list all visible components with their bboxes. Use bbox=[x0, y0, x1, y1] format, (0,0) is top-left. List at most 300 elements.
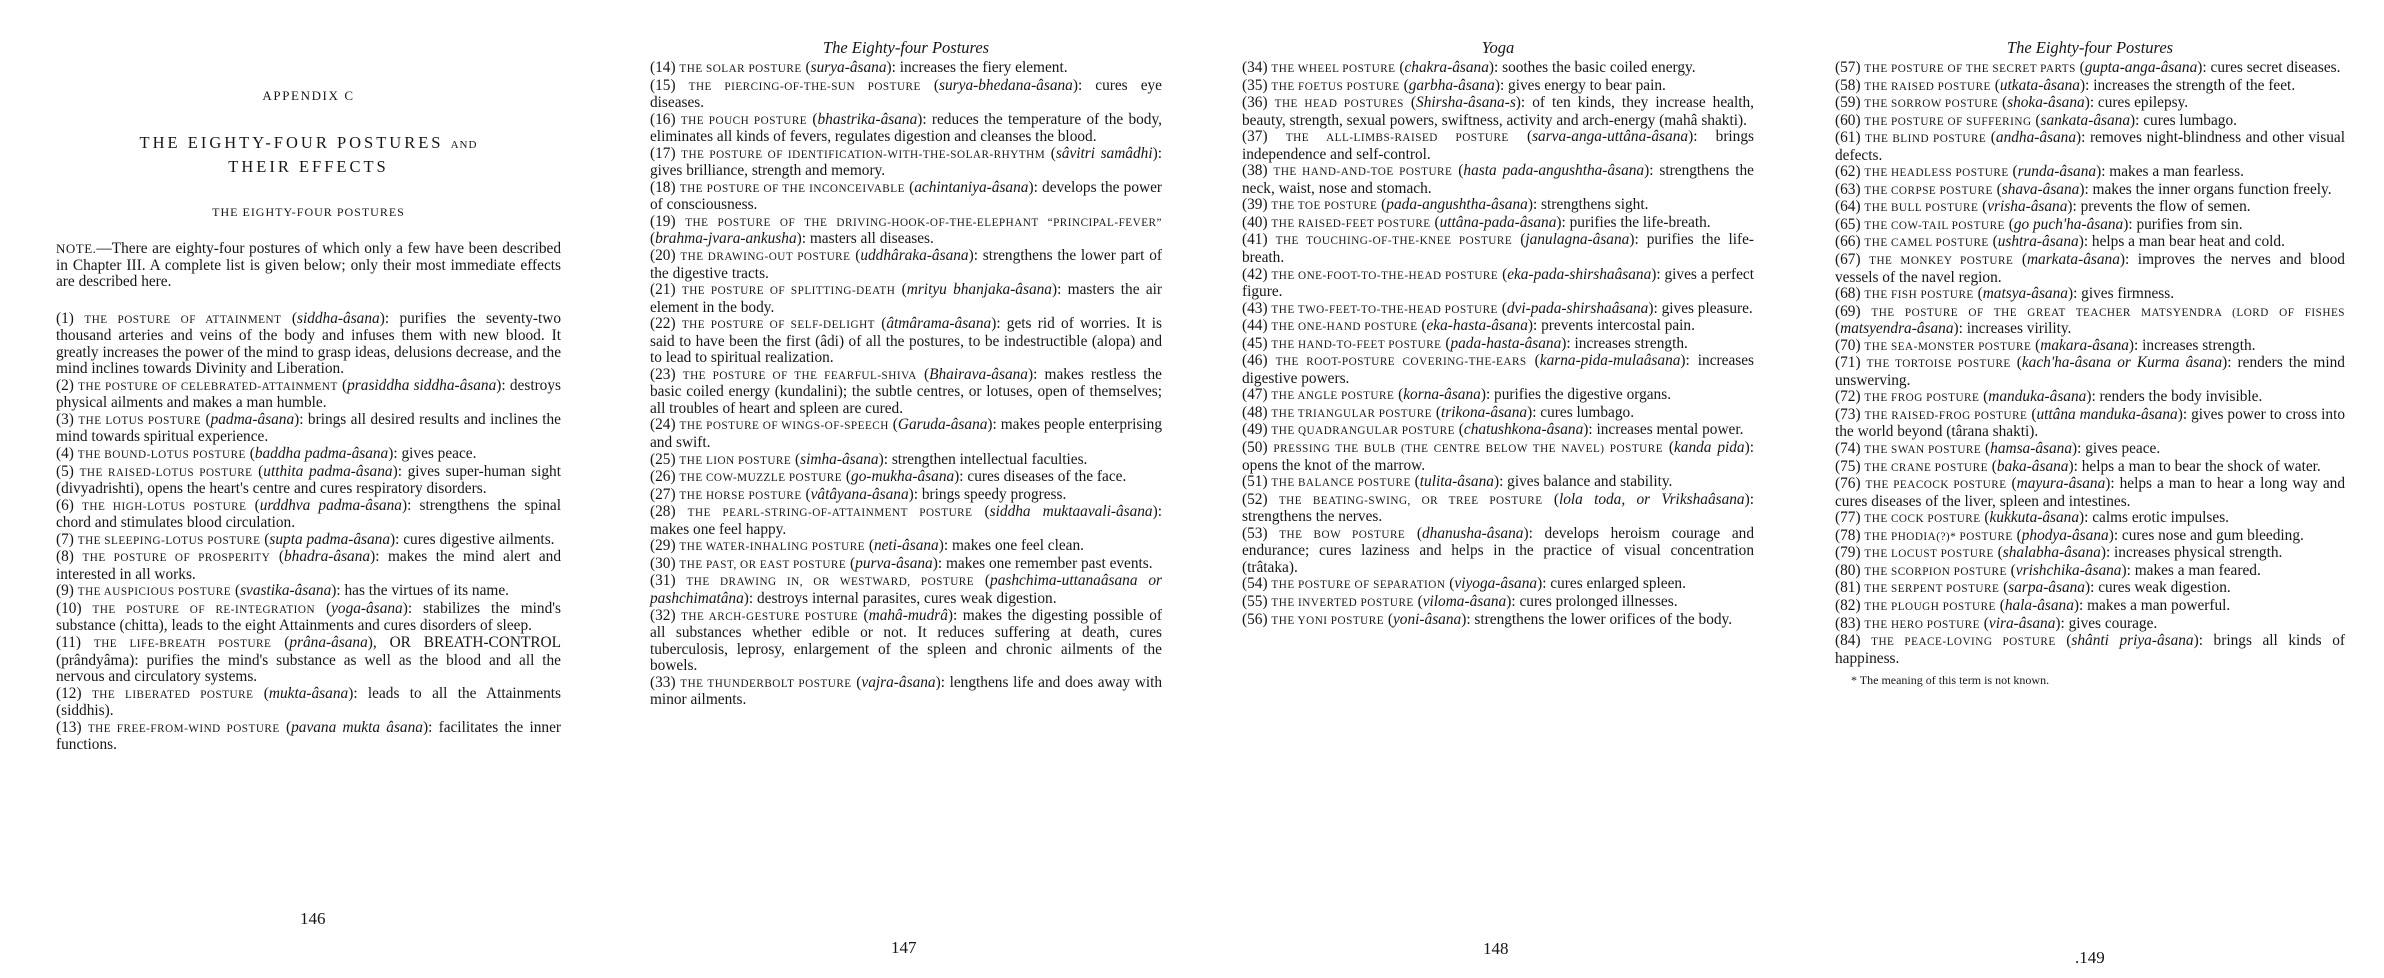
posture-name: THE WHEEL POSTURE bbox=[1271, 63, 1396, 75]
posture-effect: : increases mental power. bbox=[1588, 421, 1744, 439]
posture-entry: (70) THE SEA-MONSTER POSTURE (makara-âsana): increases strength. bbox=[1835, 336, 2256, 354]
posture-entry: (35) THE FOETUS POSTURE (garbha-âsana): gives energy to bear pain. bbox=[1242, 76, 1666, 94]
sanskrit-term: eka-pada-shirshaâsana bbox=[1507, 265, 1652, 283]
posture-effect: : purifies the digestive organs. bbox=[1485, 386, 1672, 404]
posture-name: THE HAND-AND-TOE POSTURE bbox=[1273, 166, 1453, 179]
posture-entry: (34) THE WHEEL POSTURE (chakra-âsana): soothes the basic coiled energy. bbox=[1242, 59, 1696, 76]
page-number: .149 bbox=[2075, 948, 2105, 967]
entry-number: (22) bbox=[650, 315, 676, 333]
posture-effect: : cures enlarged spleen. bbox=[1542, 575, 1686, 593]
sanskrit-term: utkata-âsana bbox=[1999, 76, 2080, 94]
posture-entry: (68) THE FISH POSTURE (matsya-âsana): gives firmness. bbox=[1835, 285, 2175, 303]
sanskrit-term: pada-hasta-âsana bbox=[1450, 334, 1562, 352]
posture-name: THE POSTURE OF ATTAINMENT bbox=[84, 313, 282, 326]
posture-effect: : strengthen intellectual faculties. bbox=[883, 450, 1088, 468]
posture-effect: : strengthens the nerves. bbox=[1242, 490, 1754, 526]
posture-effect: : brings speedy progress. bbox=[913, 485, 1067, 503]
sanskrit-term: utthita padma-âsana bbox=[263, 462, 393, 480]
sanskrit-term: baddha padma-âsana bbox=[254, 445, 389, 463]
posture-effect: : strengthens the spinal chord and stimulates blood circulation. bbox=[56, 496, 562, 532]
sanskrit-term: kanda pida bbox=[1673, 439, 1745, 457]
posture-entry: (6) THE HIGH-LOTUS POSTURE (urddhva padma-âsana): strengthens the spinal chord and stimulates blood circulation. bbox=[56, 496, 562, 532]
page-number: 146 bbox=[300, 909, 326, 928]
posture-entry: (31) THE DRAWING IN, OR WESTWARD, POSTURE (pashchima-uttanaâsana or pashchimatâna): destroys internal parasites, cures weak digestion. bbox=[650, 572, 1162, 607]
note-text: —There are eighty-four postures of which only a few have been described in Chapter III. A complete list is given below; only their most immediate effects are described here. bbox=[56, 240, 561, 291]
posture-entry: (46) THE ROOT-POSTURE COVERING-THE-EARS (karna-pida-mulaâsana): increases digestive powers. bbox=[1242, 352, 1755, 387]
posture-name: THE ROOT-POSTURE COVERING-THE-EARS bbox=[1275, 356, 1527, 369]
posture-name: THE LOTUS POSTURE bbox=[78, 414, 202, 427]
sanskrit-term: supta padma-âsana bbox=[269, 530, 391, 548]
posture-name: THE COW-MUZZLE POSTURE bbox=[679, 472, 843, 485]
entry-number: (17) bbox=[650, 144, 676, 162]
entry-number: (80) bbox=[1835, 561, 1861, 579]
sanskrit-term: pada-angushtha-âsana bbox=[1386, 196, 1528, 214]
sanskrit-term: âtmârama-âsana bbox=[886, 315, 992, 333]
sanskrit-term: mahâ-mudrâ bbox=[868, 606, 948, 624]
posture-name: THE HORSE POSTURE bbox=[679, 489, 802, 502]
page-148 bbox=[1242, 0, 1754, 978]
entry-number: (18) bbox=[650, 178, 676, 196]
entry-number: (16) bbox=[650, 110, 676, 128]
posture-entry: (27) THE HORSE POSTURE (vâtâyana-âsana): brings speedy progress. bbox=[650, 485, 1067, 503]
posture-entry: (57) THE POSTURE OF THE SECRET PARTS (gupta-anga-âsana): cures secret diseases. bbox=[1835, 59, 2341, 76]
posture-name: THE SERPENT POSTURE bbox=[1864, 583, 2000, 596]
posture-effect: : strengthens the lower part of the digestive tracts. bbox=[650, 247, 1162, 282]
posture-name: THE INVERTED POSTURE bbox=[1271, 596, 1414, 609]
entry-number: (74) bbox=[1835, 440, 1861, 458]
posture-effect: : cures eye diseases. bbox=[650, 76, 1162, 112]
sanskrit-term: dvi-pada-shirshaâsana bbox=[1506, 299, 1649, 317]
posture-entry: (11) THE LIFE-BREATH POSTURE (prâna-âsana), OR BREATH-CONTROL (prândyâma): purifies the mind's substance as well as the blood and all the nervous and circulatory systems. bbox=[56, 634, 562, 686]
posture-effect: : makes one feel happy. bbox=[650, 503, 1162, 538]
posture-name: THE POSTURE OF SELF-DELIGHT bbox=[681, 319, 875, 332]
posture-entry: (59) THE SORROW POSTURE (shoka-âsana): cures epilepsy. bbox=[1835, 94, 2189, 112]
posture-name: THE DRAWING-OUT POSTURE bbox=[680, 251, 851, 264]
entry-number: (38) bbox=[1242, 162, 1268, 180]
entry-number: (68) bbox=[1835, 285, 1861, 303]
posture-name: THE SOLAR POSTURE bbox=[679, 63, 802, 75]
posture-effect: : brings independence and self-control. bbox=[1242, 128, 1755, 163]
sanskrit-term: matsya-âsana bbox=[1982, 285, 2068, 303]
posture-entry: (1) THE POSTURE OF ATTAINMENT (siddha-âsana): purifies the seventy-two thousand arteries and veins of the body and infuses them with new blood. It greatly increases the power of the mind to grasp ideas, delusions decrease, and the mind inclines towards Divinity and Liberation. bbox=[56, 309, 562, 378]
sanskrit-term: viyoga-âsana bbox=[1454, 575, 1538, 593]
entry-number: (58) bbox=[1835, 76, 1861, 94]
posture-effect: : reduces the temperature of the body, eliminates all kinds of fevers, regulates digestion and cleanses the blood. bbox=[650, 110, 1162, 146]
posture-effect: : cures epilepsy. bbox=[2089, 94, 2189, 112]
posture-entry: (23) THE POSTURE OF THE FEARFUL-SHIVA (Bhairava-âsana): makes restless the basic coiled energy (kundalini); the subtle centres, or lotuses, open of themselves; all troubles of heart and spleen are cured. bbox=[650, 365, 1162, 417]
posture-name: THE POSTURE OF SUFFERING bbox=[1864, 115, 2032, 128]
entry-number: (78) bbox=[1835, 526, 1861, 544]
posture-name: THE PAST, OR EAST POSTURE bbox=[679, 558, 847, 571]
sanskrit-term: achintaniya-âsana bbox=[914, 178, 1029, 196]
posture-name: THE FOETUS POSTURE bbox=[1271, 80, 1400, 93]
posture-name: THE TRIANGULAR POSTURE bbox=[1271, 407, 1433, 420]
entry-number: (70) bbox=[1835, 336, 1861, 354]
sanskrit-term: bhadra-âsana bbox=[283, 548, 371, 566]
posture-entry: (39) THE TOE POSTURE (pada-angushtha-âsana): strengthens sight. bbox=[1242, 196, 1649, 214]
posture-effect: : increases the strength of the feet. bbox=[2085, 76, 2296, 94]
entry-number: (69) bbox=[1835, 302, 1861, 320]
entry-number: (55) bbox=[1242, 592, 1268, 610]
entry-number: (45) bbox=[1242, 334, 1268, 352]
posture-name: THE TWO-FEET-TO-THE-HEAD POSTURE bbox=[1271, 303, 1498, 316]
sanskrit-term: kukkuta-âsana bbox=[1989, 509, 2080, 527]
posture-effect: : helps a man to bear the shock of water. bbox=[2073, 457, 2321, 475]
posture-entry: (37) THE ALL-LIMBS-RAISED POSTURE (sarva-anga-uttâna-âsana): brings independence and self-control. bbox=[1242, 128, 1755, 163]
posture-effect: : gives a perfect figure. bbox=[1242, 265, 1755, 301]
sanskrit-term: urddhva padma-âsana bbox=[259, 496, 402, 514]
posture-name: THE BOUND-LOTUS POSTURE bbox=[77, 449, 246, 462]
posture-effect: : brings all desired results and inclines the mind towards spiritual experience. bbox=[56, 410, 561, 446]
entry-number: (19) bbox=[650, 212, 676, 230]
posture-effect: : strengthens the neck, waist, nose and stomach. bbox=[1242, 162, 1754, 197]
entry-number: (20) bbox=[650, 247, 676, 265]
posture-name: THE ARCH-GESTURE POSTURE bbox=[681, 610, 858, 623]
entry-number: (29) bbox=[650, 537, 676, 555]
sanskrit-term: baka-âsana bbox=[1996, 457, 2069, 475]
entry-number: (15) bbox=[650, 76, 676, 94]
entry-number: (61) bbox=[1835, 129, 1861, 147]
posture-name: THE ALL-LIMBS-RAISED POSTURE bbox=[1285, 132, 1509, 145]
posture-name: THE FREE-FROM-WIND POSTURE bbox=[87, 722, 280, 735]
posture-entry: (50) PRESSING THE BULB (THE CENTRE BELOW THE NAVEL) POSTURE (kanda pida): opens the knot of the marrow. bbox=[1242, 439, 1754, 474]
posture-entry: (77) THE COCK POSTURE (kukkuta-âsana): calms erotic impulses. bbox=[1835, 509, 2230, 527]
posture-effect: : gives courage. bbox=[2060, 614, 2158, 632]
sanskrit-term: uttâna-pada-âsana bbox=[1439, 213, 1557, 231]
appendix-label: APPENDIX C bbox=[262, 88, 355, 103]
posture-entry: (80) THE SCORPION POSTURE (vrishchika-âsana): makes a man feared. bbox=[1835, 561, 2261, 579]
posture-effect: : soothes the basic coiled energy. bbox=[1494, 59, 1696, 76]
entry-number: (62) bbox=[1835, 163, 1861, 181]
posture-effect: : purifies the life-breath. bbox=[1561, 213, 1711, 231]
posture-entry: (49) THE QUADRANGULAR POSTURE (chatushkona-âsana): increases mental power. bbox=[1242, 421, 1744, 439]
posture-name: THE COCK POSTURE bbox=[1864, 513, 1981, 526]
posture-effect: : purifies the seventy-two thousand arteries and veins of the body and infuses them with new blood. It greatly increases the power of the mind to grasp ideas, delusions decrease, and the mind inclines towards Divinity and Liberation. bbox=[56, 309, 562, 378]
posture-effect: : cures nose and gum bleeding. bbox=[2113, 526, 2304, 544]
sanskrit-term: uddhâraka-âsana bbox=[860, 247, 969, 265]
posture-entry: (32) THE ARCH-GESTURE POSTURE (mahâ-mudrâ): makes the digesting possible of all substances whether edible or not. It reduces suffering at death, cures tuberculosis, leprosy, enlargement of the spleen and chronic ailments of the bowels. bbox=[650, 606, 1162, 675]
sanskrit-term: bhastrika-âsana bbox=[817, 110, 918, 128]
posture-entry: (66) THE CAMEL POSTURE (ushtra-âsana): helps a man bear heat and cold. bbox=[1835, 233, 2285, 251]
sanskrit-term: matsyendra-âsana bbox=[1840, 320, 1954, 338]
posture-effect: ), OR BREATH-CONTROL (prândyâma): purifies the mind's substance as well as the blood and all the nervous and circulatory systems. bbox=[56, 634, 562, 686]
posture-entry: (12) THE LIBERATED POSTURE (mukta-âsana): leads to all the Attainments (siddhis). bbox=[56, 684, 561, 720]
sanskrit-term: ushtra-âsana bbox=[1997, 233, 2079, 251]
posture-effect: : masters the air element in the body. bbox=[650, 281, 1163, 316]
posture-name: THE HAND-TO-FEET POSTURE bbox=[1271, 338, 1442, 351]
posture-effect: : increases the fiery element. bbox=[891, 59, 1068, 76]
posture-effect: : renders the body invisible. bbox=[2091, 388, 2263, 406]
sanskrit-term: neti-âsana bbox=[873, 537, 939, 555]
entry-number: (53) bbox=[1242, 524, 1268, 542]
posture-effect: : gets rid of worries. It is said to have been the first (âdi) of all the postures, to be indestructible (alopa) and to lead to spiritual realization. bbox=[650, 315, 1162, 367]
entry-number: (52) bbox=[1242, 490, 1268, 508]
sanskrit-term: yoga-âsana bbox=[331, 599, 403, 617]
entry-number: (63) bbox=[1835, 180, 1861, 198]
sanskrit-term: siddha muktaavali-âsana bbox=[989, 503, 1153, 521]
posture-entry: (40) THE RAISED-FEET POSTURE (uttâna-pada-âsana): purifies the life-breath. bbox=[1242, 213, 1711, 231]
sanskrit-term: markata-âsana bbox=[2026, 251, 2120, 269]
posture-name: THE AUSPICIOUS POSTURE bbox=[77, 586, 232, 599]
posture-effect: : increases digestive powers. bbox=[1242, 352, 1755, 387]
posture-entry: (16) THE POUCH POSTURE (bhastrika-âsana): reduces the temperature of the body, eliminates all kinds of fevers, regulates digestion and cleanses the blood. bbox=[650, 110, 1162, 146]
posture-effect: : increases virility. bbox=[1958, 320, 2072, 338]
sanskrit-term: sâvitri samâdhi bbox=[1055, 144, 1153, 162]
entry-number: (49) bbox=[1242, 421, 1268, 439]
posture-name: THE HERO POSTURE bbox=[1864, 618, 1980, 631]
posture-name: THE ANGLE POSTURE bbox=[1271, 390, 1395, 403]
posture-effect: : has the virtues of its name. bbox=[336, 582, 509, 600]
posture-name: THE POUCH POSTURE bbox=[680, 114, 808, 127]
sanskrit-term: dhanusha-âsana bbox=[1421, 524, 1524, 542]
sanskrit-term: pashchima-uttanaâsana or pashchimatâna bbox=[650, 572, 1162, 607]
posture-entry: (69) THE POSTURE OF THE GREAT TEACHER MATSYENDRA (LORD OF FISHES (matsyendra-âsana): increases virility. bbox=[1835, 302, 2345, 338]
posture-entry: (44) THE ONE-HAND POSTURE (eka-hasta-âsana): prevents intercostal pain. bbox=[1242, 317, 1695, 335]
posture-effect: : develops heroism courage and endurance; cures laziness and helps in the practice of visual concentration (trâtaka). bbox=[1242, 524, 1754, 576]
posture-entry: (65) THE COW-TAIL POSTURE (go puch'ha-âsana): purifies from sin. bbox=[1835, 215, 2243, 233]
posture-entry: (74) THE SWAN POSTURE (hamsa-âsana): gives peace. bbox=[1835, 440, 2161, 458]
posture-name: THE TORTOISE POSTURE bbox=[1866, 358, 2011, 371]
posture-effect: : makes the digesting possible of all substances whether edible or not. It reduces suffering at death, cures tuberculosis, leprosy, enlargement of the spleen and chronic ailments of the bowels. bbox=[650, 606, 1162, 675]
posture-name: THE SEA-MONSTER POSTURE bbox=[1864, 340, 2032, 353]
sanskrit-term: runda-âsana bbox=[2017, 163, 2097, 181]
title-and: AND bbox=[450, 139, 478, 151]
posture-entry: (18) THE POSTURE OF THE INCONCEIVABLE (achintaniya-âsana): develops the power of consciousness. bbox=[650, 178, 1163, 214]
posture-name: THE POSTURE OF THE FEARFUL-SHIVA bbox=[682, 369, 917, 382]
sanskrit-term: Garuda-âsana bbox=[897, 416, 988, 434]
posture-effect: : gives firmness. bbox=[2073, 285, 2175, 303]
entry-number: (32) bbox=[650, 606, 676, 624]
posture-list bbox=[56, 311, 561, 754]
entry-number: (43) bbox=[1242, 299, 1268, 317]
posture-entry: (55) THE INVERTED POSTURE (viloma-âsana): cures prolonged illnesses. bbox=[1242, 592, 1678, 610]
page-number: 148 bbox=[1483, 939, 1509, 958]
posture-name: THE SLEEPING-LOTUS POSTURE bbox=[77, 534, 261, 547]
posture-name: THE CAMEL POSTURE bbox=[1864, 237, 1989, 250]
entry-number: (7) bbox=[56, 530, 74, 548]
posture-effect: : makes restless the basic coiled energy (kundalini); the subtle centres, or lotuses, open of themselves; all troubles of heart and spleen are cured. bbox=[650, 365, 1162, 417]
entry-number: (28) bbox=[650, 503, 676, 521]
posture-effect: : calms erotic impulses. bbox=[2084, 509, 2230, 527]
sanskrit-term: viloma-âsana bbox=[1422, 592, 1507, 610]
sanskrit-term: kach'ha-âsana or Kurma âsana bbox=[2021, 354, 2223, 372]
posture-name: THE POSTURE OF IDENTIFICATION-WITH-THE-SOLAR-RHYTHM bbox=[681, 148, 1046, 161]
sanskrit-term: hamsa-âsana bbox=[1990, 440, 2072, 458]
posture-entry: (2) THE POSTURE OF CELEBRATED-ATTAINMENT (prasiddha siddha-âsana): destroys physical ailments and makes a man humble. bbox=[56, 376, 562, 412]
entry-number: (31) bbox=[650, 572, 676, 590]
sanskrit-term: mayura-âsana bbox=[2016, 475, 2106, 493]
entry-number: (25) bbox=[650, 450, 676, 468]
sanskrit-term: prasiddha siddha-âsana bbox=[347, 376, 497, 394]
posture-effect: : stabilizes the mind's substance (chitta), leads to the eight Attainments and cures disorders of sleep. bbox=[56, 599, 562, 635]
posture-name: THE LIBERATED POSTURE bbox=[91, 688, 254, 701]
posture-effect: : makes people enterprising and swift. bbox=[650, 416, 1162, 452]
posture-entry: (38) THE HAND-AND-TOE POSTURE (hasta pada-angushtha-âsana): strengthens the neck, waist, nose and stomach. bbox=[1242, 162, 1754, 197]
sanskrit-term: chatushkona-âsana bbox=[1463, 421, 1584, 439]
entry-number: (81) bbox=[1835, 579, 1861, 597]
posture-name: THE CORPSE POSTURE bbox=[1864, 184, 1993, 197]
entry-number: (35) bbox=[1242, 76, 1268, 94]
posture-name: THE DRAWING IN, OR WESTWARD, POSTURE bbox=[686, 576, 975, 589]
sanskrit-term: uttâna manduka-âsana bbox=[2036, 405, 2178, 423]
entry-number: (14) bbox=[650, 59, 676, 76]
posture-name: THE HIGH-LOTUS POSTURE bbox=[82, 500, 247, 513]
posture-effect: : cures weak digestion. bbox=[2090, 579, 2231, 597]
sanskrit-term: sarpa-âsana bbox=[2008, 579, 2085, 597]
footnote: * The meaning of this term is not known. bbox=[1851, 673, 2050, 688]
entry-number: (41) bbox=[1242, 231, 1268, 249]
sanskrit-term: shava-âsana bbox=[2001, 180, 2080, 198]
sanskrit-term: shoka-âsana bbox=[2007, 94, 2085, 112]
posture-effect: : renders the mind unswerving. bbox=[1835, 354, 2345, 389]
posture-name: THE SORROW POSTURE bbox=[1864, 98, 1999, 111]
posture-name: THE RAISED POSTURE bbox=[1864, 80, 1991, 93]
entry-number: (42) bbox=[1242, 265, 1268, 283]
entry-number: (27) bbox=[650, 485, 676, 503]
entry-number: (4) bbox=[56, 445, 74, 463]
posture-name: THE ONE-FOOT-TO-THE-HEAD POSTURE bbox=[1271, 269, 1499, 282]
posture-list bbox=[1835, 60, 2345, 667]
note-label: NOTE. bbox=[56, 241, 97, 256]
entry-number: (60) bbox=[1835, 111, 1861, 129]
posture-name: THE RAISED-FROG POSTURE bbox=[1864, 409, 2028, 422]
posture-effect: : gives energy to bear pain. bbox=[1499, 76, 1666, 94]
posture-effect: : increases physical strength. bbox=[2105, 544, 2283, 562]
posture-effect: : increases strength. bbox=[2134, 336, 2256, 354]
posture-entry: (52) THE BEATING-SWING, OR TREE POSTURE (lola toda, or Vrikshaâsana): strengthens the nerves. bbox=[1242, 490, 1754, 526]
posture-effect: : increases strength. bbox=[1566, 334, 1688, 352]
posture-effect: : gives peace. bbox=[393, 445, 477, 463]
posture-effect: : facilitates the inner functions. bbox=[56, 718, 562, 754]
sanskrit-term: phodya-âsana bbox=[2021, 526, 2109, 544]
posture-name: THE FROG POSTURE bbox=[1864, 392, 1980, 405]
posture-name: THE PHODIA(?)* POSTURE bbox=[1864, 530, 2013, 543]
posture-name: THE PEARL-STRING-OF-ATTAINMENT POSTURE bbox=[687, 507, 973, 520]
sanskrit-term: go-mukha-âsana bbox=[851, 468, 955, 486]
entry-number: (33) bbox=[650, 673, 676, 691]
sanskrit-term: sarva-anga-uttâna-âsana bbox=[1532, 128, 1689, 146]
posture-entry: (62) THE HEADLESS POSTURE (runda-âsana): makes a man fearless. bbox=[1835, 163, 2244, 181]
entry-number: (56) bbox=[1242, 610, 1268, 628]
posture-entry: (29) THE WATER-INHALING POSTURE (neti-âsana): makes one feel clean. bbox=[650, 537, 1084, 555]
posture-name: THE LIFE-BREATH POSTURE bbox=[93, 638, 272, 651]
entry-number: (75) bbox=[1835, 457, 1861, 475]
posture-effect: : strengthens the lower orifices of the body. bbox=[1466, 610, 1733, 628]
sanskrit-term: surya-bhedana-âsana bbox=[939, 76, 1073, 94]
sanskrit-term: vajra-âsana bbox=[861, 673, 936, 691]
posture-entry: (61) THE BLIND POSTURE (andha-âsana): removes night-blindness and other visual defects. bbox=[1835, 129, 2345, 164]
posture-entry: (24) THE POSTURE OF WINGS-OF-SPEECH (Garuda-âsana): makes people enterprising and swift. bbox=[650, 416, 1162, 452]
posture-effect: : brings all kinds of happiness. bbox=[1835, 632, 2345, 667]
entry-number: (8) bbox=[56, 548, 74, 566]
posture-list bbox=[650, 60, 1162, 709]
posture-effect: : gives pleasure. bbox=[1653, 299, 1753, 317]
entry-number: (13) bbox=[56, 718, 82, 736]
posture-entry: (21) THE POSTURE OF SPLITTING-DEATH (mrityu bhanjaka-âsana): masters the air element in the body. bbox=[650, 281, 1163, 316]
posture-name: THE TOE POSTURE bbox=[1271, 200, 1378, 213]
sanskrit-term: shalabha-âsana bbox=[2002, 544, 2101, 562]
posture-effect: : gives super-human sight (divyadrishti), opens the heart's centre and cures respiratory disorders. bbox=[56, 462, 561, 498]
posture-effect: : makes a man powerful. bbox=[2079, 596, 2231, 614]
posture-effect: : leads to all the Attainments (siddhis). bbox=[56, 684, 561, 720]
posture-entry: (26) THE COW-MUZZLE POSTURE (go-mukha-âsana): cures diseases of the face. bbox=[650, 468, 1127, 486]
posture-effect: : gives balance and stability. bbox=[1499, 473, 1673, 491]
entry-number: (57) bbox=[1835, 59, 1861, 76]
posture-effect: : helps a man bear heat and cold. bbox=[2083, 233, 2285, 251]
posture-entry: (14) THE SOLAR POSTURE (surya-âsana): increases the fiery element. bbox=[650, 59, 1068, 76]
sanskrit-term: chakra-âsana bbox=[1404, 59, 1489, 76]
sanskrit-term: mrityu bhanjaka-âsana bbox=[906, 281, 1052, 299]
sanskrit-term: garbha-âsana bbox=[1408, 76, 1495, 94]
posture-name: THE BALANCE POSTURE bbox=[1271, 477, 1411, 490]
posture-effect: : develops the power of consciousness. bbox=[650, 178, 1163, 214]
posture-name: PRESSING THE BULB (THE CENTRE BELOW THE NAVEL) POSTURE bbox=[1273, 443, 1664, 456]
sanskrit-term: mukta-âsana bbox=[268, 684, 349, 702]
posture-entry: (45) THE HAND-TO-FEET POSTURE (pada-hasta-âsana): increases strength. bbox=[1242, 334, 1688, 352]
posture-effect: : purifies the life-breath. bbox=[1242, 231, 1754, 267]
posture-name: THE LOCUST POSTURE bbox=[1864, 548, 1994, 561]
posture-entry: (71) THE TORTOISE POSTURE (kach'ha-âsana or Kurma âsana): renders the mind unswerving. bbox=[1835, 354, 2345, 389]
page-147 bbox=[650, 0, 1162, 978]
sanskrit-term: sankata-âsana bbox=[2040, 111, 2130, 129]
posture-effect: : makes the mind alert and interested in all works. bbox=[56, 548, 561, 583]
sanskrit-term: manduka-âsana bbox=[1988, 388, 2087, 406]
posture-effect: : makes the inner organs function freely. bbox=[2084, 180, 2332, 198]
posture-name: THE BLIND POSTURE bbox=[1865, 133, 1987, 146]
sanskrit-term: tulita-âsana bbox=[1419, 473, 1494, 491]
title-line-1: THE EIGHTY-FOUR POSTURES bbox=[139, 133, 444, 152]
posture-name: THE BEATING-SWING, OR TREE POSTURE bbox=[1278, 494, 1543, 507]
sanskrit-term: prâna-âsana bbox=[289, 634, 368, 652]
posture-name: THE POSTURE OF WINGS-OF-SPEECH bbox=[679, 420, 889, 433]
posture-effect: : cures prolonged illnesses. bbox=[1511, 592, 1678, 610]
entry-number: (9) bbox=[56, 582, 74, 600]
posture-effect: : cures secret diseases. bbox=[2202, 59, 2341, 76]
entry-number: (71) bbox=[1835, 354, 1861, 372]
entry-number: (46) bbox=[1242, 352, 1268, 370]
entry-number: (30) bbox=[650, 554, 676, 572]
posture-entry: (56) THE YONI POSTURE (yoni-âsana): strengthens the lower orifices of the body. bbox=[1242, 610, 1733, 628]
posture-name: THE BOW POSTURE bbox=[1279, 528, 1406, 541]
sanskrit-term: korna-âsana bbox=[1403, 386, 1481, 404]
sanskrit-term: purva-âsana bbox=[855, 554, 933, 572]
posture-effect: : gives power to cross into the world beyond (târana shakti). bbox=[1835, 405, 2346, 441]
posture-entry: (36) THE HEAD POSTURES (Shirsha-âsana-s): of ten kinds, they increase health, beauty, strength, sexual powers, swiftness, activity and arch-energy (mahâ shakti). bbox=[1242, 94, 1754, 129]
sanskrit-term: eka-hasta-âsana bbox=[1426, 317, 1528, 335]
sanskrit-term: pavana mukta âsana bbox=[291, 718, 423, 736]
entry-number: (40) bbox=[1242, 213, 1268, 231]
posture-name: THE SWAN POSTURE bbox=[1864, 444, 1982, 457]
sanskrit-term: vira-âsana bbox=[1988, 614, 2056, 632]
posture-name: THE POSTURE OF THE SECRET PARTS bbox=[1864, 63, 2076, 75]
entry-number: (44) bbox=[1242, 317, 1268, 335]
posture-entry: (47) THE ANGLE POSTURE (korna-âsana): purifies the digestive organs. bbox=[1242, 386, 1672, 404]
sanskrit-term: makara-âsana bbox=[2040, 336, 2129, 354]
appendix-title bbox=[56, 132, 561, 177]
posture-effect: : cures digestive ailments. bbox=[395, 530, 555, 548]
posture-name: THE LION POSTURE bbox=[679, 454, 792, 467]
posture-name: THE QUADRANGULAR POSTURE bbox=[1271, 425, 1455, 438]
posture-effect: : helps a man to hear a long way and cures diseases of the liver, spleen and intestines. bbox=[1835, 475, 2345, 510]
sanskrit-term: shânti priya-âsana bbox=[2071, 632, 2194, 650]
posture-entry: (51) THE BALANCE POSTURE (tulita-âsana): gives balance and stability. bbox=[1242, 473, 1673, 491]
intro-note bbox=[56, 241, 561, 291]
posture-name: THE THUNDERBOLT POSTURE bbox=[680, 677, 852, 690]
posture-name: THE FISH POSTURE bbox=[1864, 289, 1974, 302]
sanskrit-term: go puch'ha-âsana bbox=[2013, 215, 2124, 233]
entry-number: (59) bbox=[1835, 94, 1861, 112]
entry-number: (48) bbox=[1242, 403, 1268, 421]
